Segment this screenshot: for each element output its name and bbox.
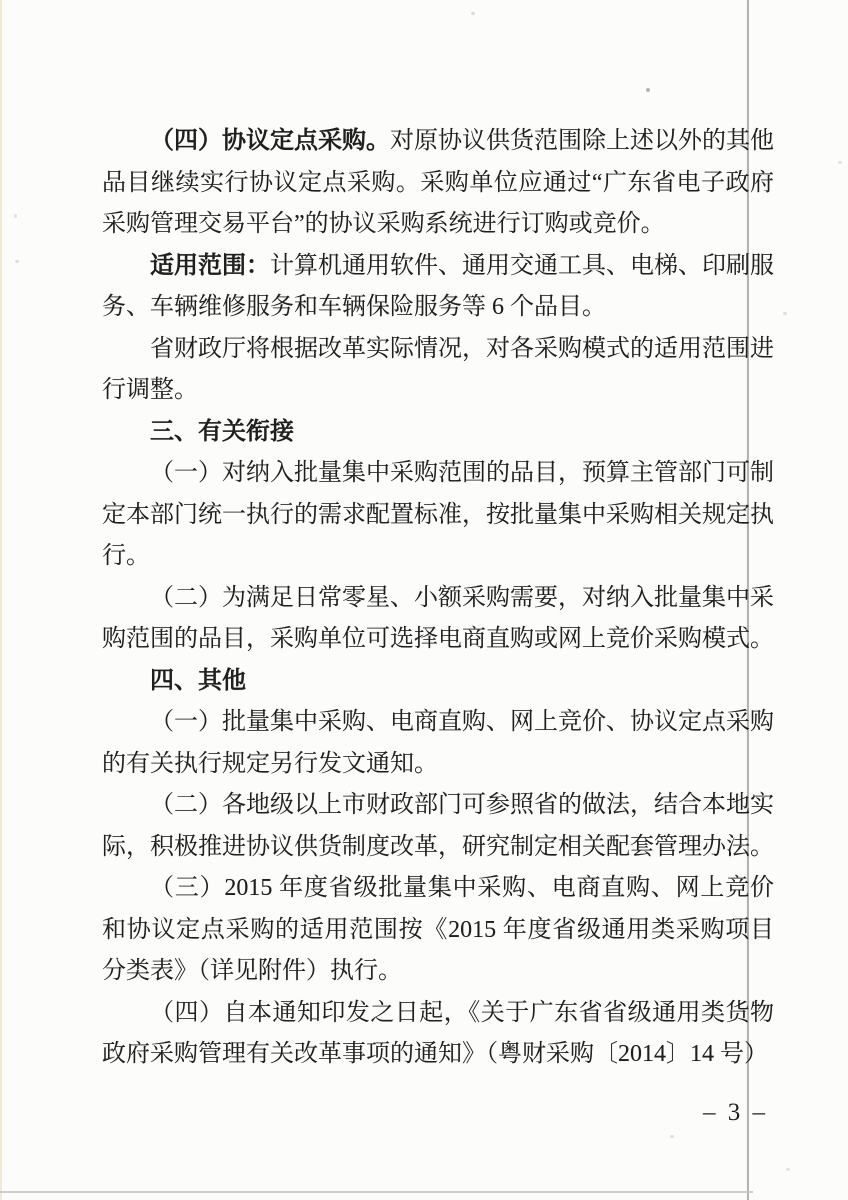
scan-left-edge [0, 0, 2, 1200]
paragraph-text: （三）2015 年度省级批量集中采购、电商直购、网上竞价和协议定点采购的适用范围按《2015 年度省级通用类采购项目分类表》（详见附件）执行。 [102, 875, 774, 984]
scan-speck [838, 161, 842, 164]
paragraph-lead: 适用范围： [150, 252, 270, 279]
paragraph-lead: （四）协议定点采购。 [150, 128, 390, 154]
paragraph-adjustment-note [102, 329, 774, 412]
paragraph-section4-item2 [102, 785, 774, 868]
heading-section-3 [102, 412, 774, 454]
scan-speck [786, 1168, 790, 1171]
paragraph-section4-item1 [102, 702, 774, 785]
paragraph-section4-item4 [102, 993, 774, 1076]
paragraph-applicable-scope [102, 246, 774, 329]
paragraph-text: 计算机通用软件、通用交通工具、电梯、印刷服务、车辆维修服务和车辆保险服务等 6 个品目。 [102, 252, 774, 320]
section-heading: 三、有关衔接 [150, 418, 294, 445]
paragraph-text: （一）批量集中采购、电商直购、网上竞价、协议定点采购的有关执行规定另行发文通知。 [102, 709, 774, 777]
page-number: – 3 – [703, 1099, 768, 1126]
scan-speck [783, 312, 787, 315]
paragraph-agreement-fixed-point [102, 121, 774, 246]
scan-speck [14, 214, 17, 218]
paragraph-text: 对原协议供货范围除上述以外的其他品目继续实行协议定点采购。采购单位应通过“广东省电子政府采购管理交易平台”的协议采购系统进行订购或竞价。 [102, 128, 774, 237]
scan-speck [646, 88, 650, 92]
paragraph-text: （一）对纳入批量集中采购范围的品目，预算主管部门可制定本部门统一执行的需求配置标准，按批量集中采购相关规定执行。 [102, 460, 774, 569]
heading-section-4 [102, 661, 774, 703]
scan-speck [670, 1135, 674, 1138]
scan-fold-line-horizontal [0, 1191, 753, 1193]
paragraph-text: （二）各地级以上市财政部门可参照省的做法，结合本地实际，积极推进协议供货制度改革，研究制定相关配套管理办法。 [102, 792, 774, 860]
document-body [102, 121, 774, 1076]
scan-speck [15, 260, 19, 263]
paragraph-text: （二）为满足日常零星、小额采购需要，对纳入批量集中采购范围的品目，采购单位可选择电商直购或网上竞价采购模式。 [102, 584, 774, 652]
paragraph-text: （四）自本通知印发之日起，《关于广东省省级通用类货物政府采购管理有关改革事项的通知》（粤财采购〔2014〕14 号） [102, 999, 774, 1067]
paragraph-section3-item1 [102, 453, 774, 578]
paragraph-section4-item3 [102, 868, 774, 993]
paragraph-section3-item2 [102, 578, 774, 661]
paragraph-text: 省财政厅将根据改革实际情况，对各采购模式的适用范围进行调整。 [102, 335, 774, 403]
section-heading: 四、其他 [150, 667, 246, 694]
scan-speck [471, 12, 475, 15]
